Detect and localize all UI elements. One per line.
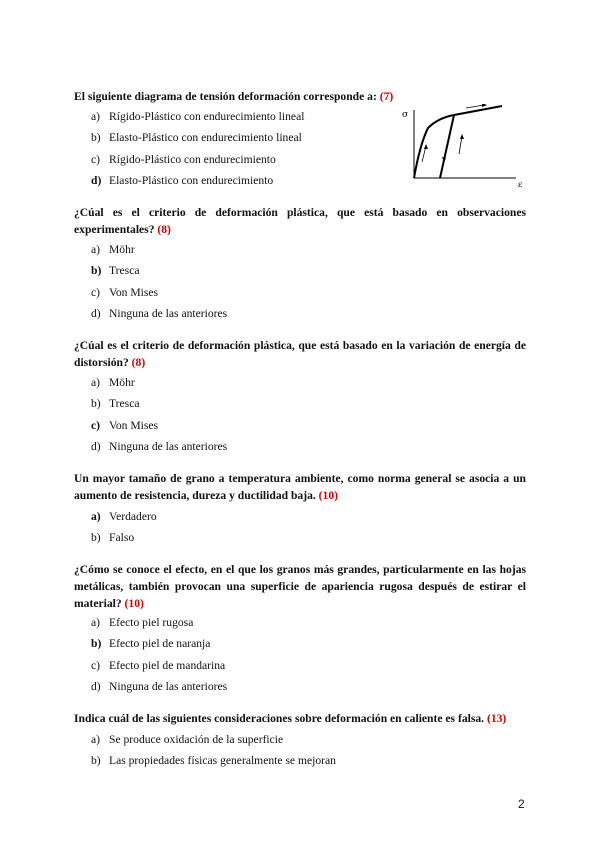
- q4-option-b[interactable]: b) Falso: [91, 531, 135, 544]
- q5-option-d[interactable]: d) Ninguna de las anteriores: [91, 680, 228, 693]
- q1-option-a[interactable]: a) Rígido-Plástico con endurecimiento lineal: [91, 110, 305, 123]
- q2-option-a[interactable]: a) Möhr: [91, 243, 135, 256]
- question-6: [74, 710, 526, 727]
- unloading-line: [440, 115, 454, 178]
- question-5-text: ¿Cómo se conoce el efecto, en el que los granos más grandes, particularmente en las hojas metálicas, también provocan una superficie de apariencia rugosa después de estirar el material?: [74, 563, 526, 610]
- question-1-points: (7): [379, 90, 394, 103]
- arrow-right-top: [466, 105, 484, 108]
- q3-option-d[interactable]: d) Ninguna de las anteriores: [91, 440, 228, 453]
- q5-option-a[interactable]: a) Efecto piel rugosa: [91, 616, 194, 629]
- question-5: [74, 561, 526, 612]
- question-5-points: (10): [124, 597, 144, 610]
- question-4: [74, 470, 526, 504]
- question-6-text: Indica cuál de las siguientes consideraciones sobre deformación en caliente es falsa.: [74, 712, 487, 725]
- q3-option-a[interactable]: a) Möhr: [91, 376, 135, 389]
- q3-option-c[interactable]: c) Von Mises: [91, 419, 159, 432]
- page-number: 2: [518, 797, 525, 811]
- question-2-text: ¿Cúal es el criterio de deformación plástica, que está basado en observaciones experimentales?: [74, 206, 526, 236]
- q4-option-a[interactable]: a) Verdadero: [91, 510, 157, 523]
- question-2-points: (8): [157, 223, 171, 236]
- q1-option-d[interactable]: d) Elasto-Plástico con endurecimiento: [91, 174, 274, 187]
- x-axis-label: ε: [518, 180, 523, 189]
- q2-option-d[interactable]: d) Ninguna de las anteriores: [91, 307, 228, 320]
- question-1: [74, 88, 414, 105]
- q3-option-b[interactable]: b) Tresca: [91, 397, 140, 410]
- q6-option-b[interactable]: b) Las propiedades físicas generalmente se mejoran: [91, 754, 336, 767]
- q1-option-b[interactable]: b) Elasto-Plástico con endurecimiento lineal: [91, 131, 302, 144]
- q6-option-a[interactable]: a) Se produce oxidación de la superficie: [91, 733, 284, 746]
- stress-strain-diagram: [400, 104, 530, 190]
- question-2: [74, 204, 526, 238]
- y-axis-label: σ: [402, 110, 409, 120]
- question-4-points: (10): [318, 489, 338, 502]
- q5-option-b[interactable]: b) Efecto piel de naranja: [91, 637, 211, 650]
- question-6-points: (13): [486, 712, 507, 725]
- q2-option-b[interactable]: b) Tresca: [91, 264, 140, 277]
- loading-curve: [414, 106, 502, 178]
- q2-option-c[interactable]: c) Von Mises: [91, 286, 159, 299]
- question-3-points: (8): [131, 356, 146, 369]
- q5-option-c[interactable]: c) Efecto piel de mandarina: [91, 659, 226, 672]
- question-4-text: Un mayor tamaño de grano a temperatura ambiente, como norma general se asocia a un aumento de resistencia, dureza y ductilidad baja.: [74, 472, 526, 502]
- question-3: [74, 337, 526, 371]
- q1-option-c[interactable]: c) Rígido-Plástico con endurecimiento: [91, 153, 276, 166]
- question-3-text: ¿Cúal es el criterio de deformación plástica, que está basado en la variación de energía de distorsión?: [74, 339, 526, 369]
- question-1-text: El siguiente diagrama de tensión deformación corresponde a:: [74, 90, 380, 103]
